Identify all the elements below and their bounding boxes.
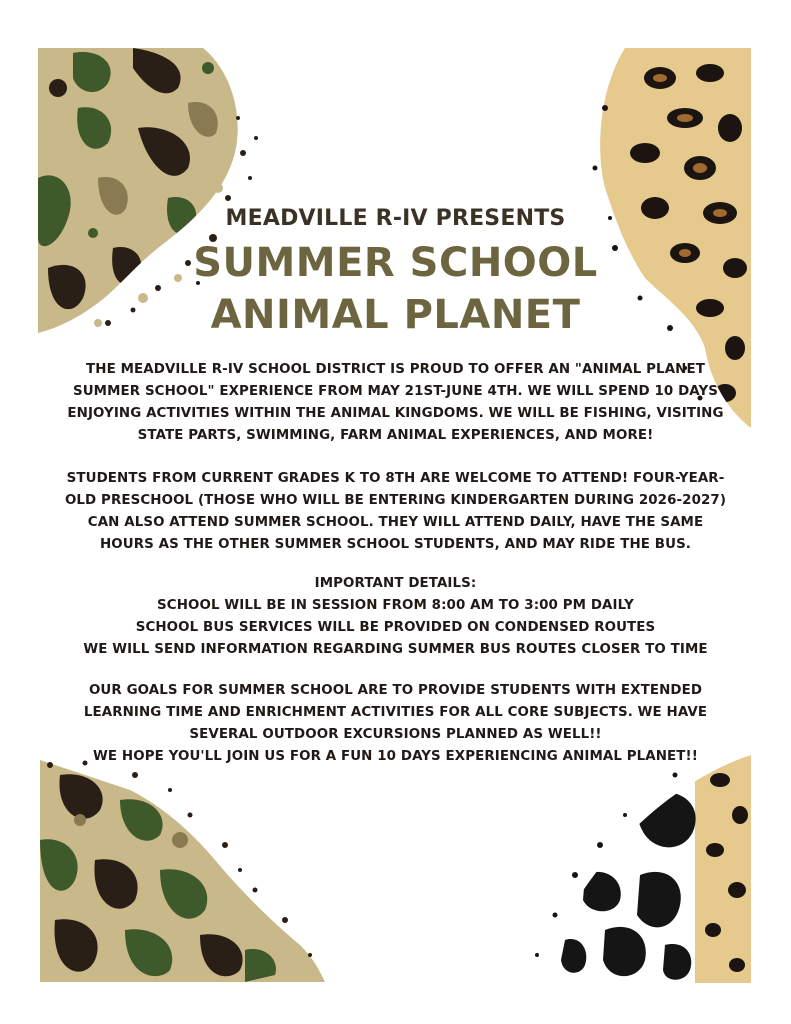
text-line: THE MEADVILLE R-IV SCHOOL DISTRICT IS PROUD TO OFFER AN "ANIMAL PLANET [86,362,705,377]
text-line: STUDENTS FROM CURRENT GRADES K TO 8TH ARE WELCOME TO ATTEND! FOUR-YEAR- [66,471,725,486]
text-line: SCHOOL BUS SERVICES WILL BE PROVIDED ON CONDENSED ROUTES [135,620,656,635]
text-line: ENJOYING ACTIVITIES WITHIN THE ANIMAL KINGDOMS. WE WILL BE FISHING, VISITING [67,406,724,421]
title-line-1: SUMMER SCHOOL [193,240,598,286]
text-line: SUMMER SCHOOL" EXPERIENCE FROM MAY 21ST-JUNE 4TH. WE WILL SPEND 10 DAYS [72,384,719,399]
presenter-line: MEADVILLE R-IV PRESENTS [225,206,566,231]
text-line: SCHOOL WILL BE IN SESSION FROM 8:00 AM TO 3:00 PM DAILY [157,598,634,613]
camo-pattern-bottom-left [40,760,330,982]
goals-paragraph [40,680,751,768]
title-line-2: ANIMAL PLANET [210,292,581,338]
text-line: WE HOPE YOU'LL JOIN US FOR A FUN 10 DAYS EXPERIENCING ANIMAL PLANET!! [93,749,698,764]
intro-paragraph [40,359,751,447]
text-line: STATE PARTS, SWIMMING, FARM ANIMAL EXPERIENCES, AND MORE! [137,428,654,443]
text-line: LEARNING TIME AND ENRICHMENT ACTIVITIES FOR ALL CORE SUBJECTS. WE HAVE [83,705,708,720]
text-line: SEVERAL OUTDOOR EXCURSIONS PLANNED AS WELL!! [189,727,602,742]
details-heading: IMPORTANT DETAILS: [314,576,477,591]
text-line: OUR GOALS FOR SUMMER SCHOOL ARE TO PROVIDE STUDENTS WITH EXTENDED [88,683,703,698]
text-line: OLD PRESCHOOL (THOSE WHO WILL BE ENTERING KINDERGARTEN DURING 2026-2027) [64,493,727,508]
eligibility-paragraph [40,468,751,556]
text-line: HOURS AS THE OTHER SUMMER SCHOOL STUDENTS, AND MAY RIDE THE BUS. [99,537,691,552]
cow-pattern-bottom-right [525,755,751,983]
important-details [40,573,751,661]
text-line: WE WILL SEND INFORMATION REGARDING SUMMER BUS ROUTES CLOSER TO TIME [83,642,708,657]
text-line: CAN ALSO ATTEND SUMMER SCHOOL. THEY WILL ATTEND DAILY, HAVE THE SAME [87,515,704,530]
